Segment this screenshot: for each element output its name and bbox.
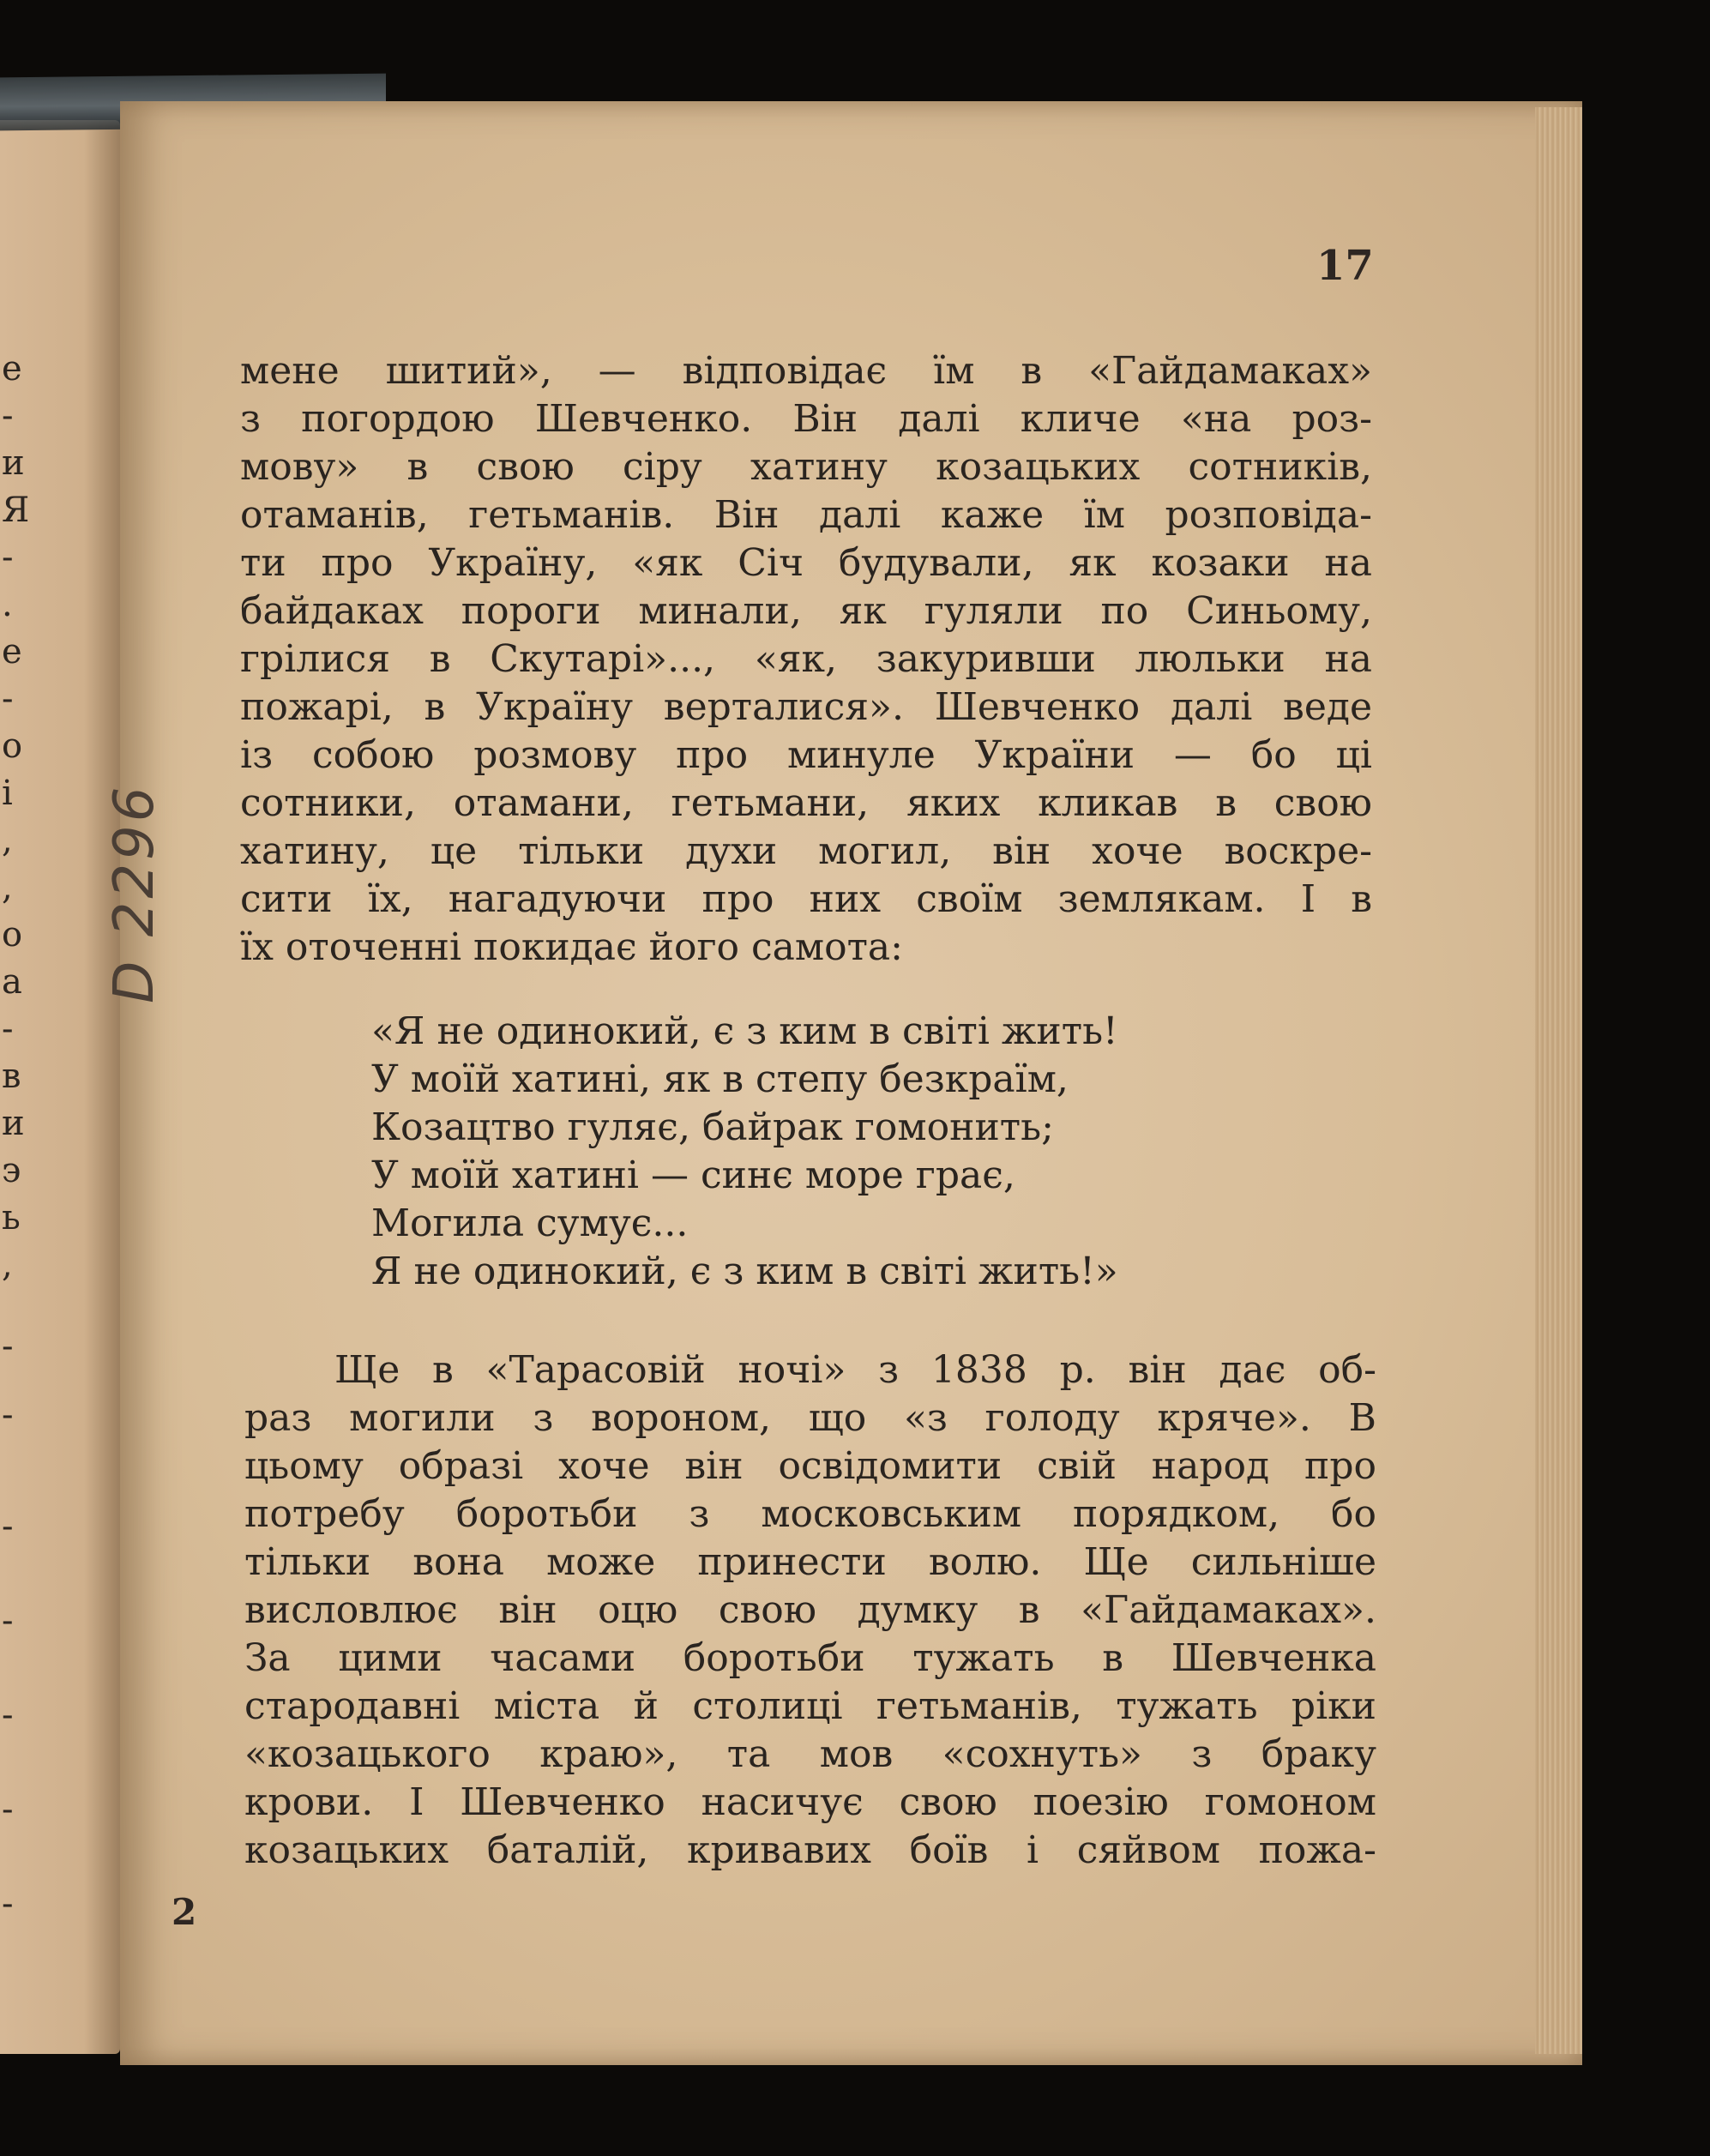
text-line: Ще в «Тарасовій ночі» з 1838 р. він дає об-: [334, 1348, 1376, 1392]
text-line: «козацького краю», та мов «сохнуть» з браку: [244, 1732, 1376, 1776]
prev-page-fragment: ,: [2, 1245, 13, 1285]
text-line: з погордою Шевченко. Він далі кличе «на роз-: [240, 397, 1372, 441]
prev-page-fragment: э: [2, 1151, 21, 1190]
text-line: ти про Україну, «як Січ будували, як козаки на: [240, 541, 1372, 585]
prev-page-fragment: Я: [2, 491, 30, 530]
paragraph-1: [240, 347, 1372, 972]
text-line: козацьких баталій, кривавих боїв і сяйвом пожа-: [244, 1828, 1376, 1872]
prev-page-fragment: -: [2, 1507, 14, 1546]
text-line: висловлює він оцю свою думку в «Гайдамаках».: [244, 1588, 1376, 1632]
prev-page-fragment: .: [2, 585, 13, 624]
text-line: байдаках пороги минали, як гуляли по Синьому,: [240, 589, 1372, 633]
text-line: із собою розмову про минуле України — бо ці: [240, 733, 1372, 777]
prev-page-fragment: -: [2, 1009, 14, 1049]
prev-page-fragment: и: [2, 443, 25, 483]
text-line: За цими часами боротьби тужать в Шевченка: [244, 1636, 1376, 1680]
page-stack-edges: [1535, 107, 1582, 2054]
page-number: 17: [1316, 242, 1374, 290]
poem-line: У моїй хатині, як в степу безкраїм,: [371, 1057, 1069, 1101]
prev-page-fragment: а: [2, 962, 22, 1002]
poem-line: Могила сумує...: [371, 1201, 689, 1245]
prev-page-fragment: -: [2, 1790, 14, 1829]
prev-page-fragment: ,: [2, 821, 13, 860]
poem-line: Козацтво гуляє, байрак гомонить;: [371, 1105, 1054, 1149]
prev-page-fragment: -: [2, 679, 14, 719]
prev-page-fragment: -: [2, 538, 14, 577]
prev-page-fragment: е: [2, 632, 22, 671]
prev-page-fragment: и: [2, 1104, 25, 1143]
text-line: тільки вона може принести волю. Ще сильніше: [244, 1540, 1376, 1584]
prev-page-fragment: -: [2, 1884, 14, 1924]
text-line: отаманів, гетьманів. Він далі каже їм розповіда-: [240, 493, 1372, 537]
prev-page-fragment: ,: [2, 868, 13, 907]
text-line: пожарі, в Україну верталися». Шевченко далі веде: [240, 685, 1372, 729]
text-line: мене шитий», — відповідає їм в «Гайдамаках»: [240, 349, 1372, 393]
prev-page-fragment: -: [2, 1395, 14, 1435]
text-line: мову» в свою сіру хатину козацьких сотників,: [240, 445, 1372, 489]
text-line: сотники, отамани, гетьмани, яких кликав в свою: [240, 781, 1372, 825]
prev-page-fragment: в: [2, 1057, 21, 1096]
text-line: крови. І Шевченко насичує свою поезію гомоном: [244, 1780, 1376, 1824]
prev-page-fragment: -: [2, 1695, 14, 1735]
text-line: раз могили з вороном, що «з голоду кряче». В: [244, 1396, 1376, 1440]
text-line: потребу боротьби з московським порядком, бо: [244, 1492, 1376, 1536]
paragraph-2: [244, 1346, 1376, 1875]
prev-page-fragment: о: [2, 726, 23, 766]
prev-page-fragment: ь: [2, 1198, 21, 1238]
prev-page-fragment: і: [2, 774, 13, 813]
poem-line: Я не одинокий, є з ким в світі жить!»: [371, 1250, 1118, 1293]
text-line: їх оточенні покидає його самота:: [240, 925, 903, 969]
previous-page-edge: [0, 120, 120, 2054]
prev-page-fragment: -: [2, 396, 14, 436]
text-line: цьому образі хоче він освідомити свій народ про: [244, 1444, 1376, 1488]
text-line: сити їх, нагадуючи про них своїм землякам. І в: [240, 877, 1372, 921]
prev-page-fragment: -: [2, 1601, 14, 1641]
prev-page-fragment: е: [2, 349, 22, 388]
poem-quote: [371, 1008, 1315, 1296]
text-line: грілися в Скутарі»..., «як, закуривши люльки на: [240, 637, 1372, 681]
poem-line: «Я не одинокий, є з ким в світі жить!: [371, 1009, 1118, 1053]
text-line: хатину, це тільки духи могил, він хоче воскре-: [240, 829, 1372, 873]
handwritten-margin-note: D 2296: [103, 783, 166, 1003]
text-line: стародавні міста й столиці гетьманів, тужать ріки: [244, 1684, 1376, 1728]
prev-page-fragment: о: [2, 915, 23, 955]
prev-page-fragment: -: [2, 1327, 14, 1366]
poem-line: У моїй хатині — синє море грає,: [371, 1153, 1015, 1197]
signature-mark: 2: [172, 1891, 197, 1933]
